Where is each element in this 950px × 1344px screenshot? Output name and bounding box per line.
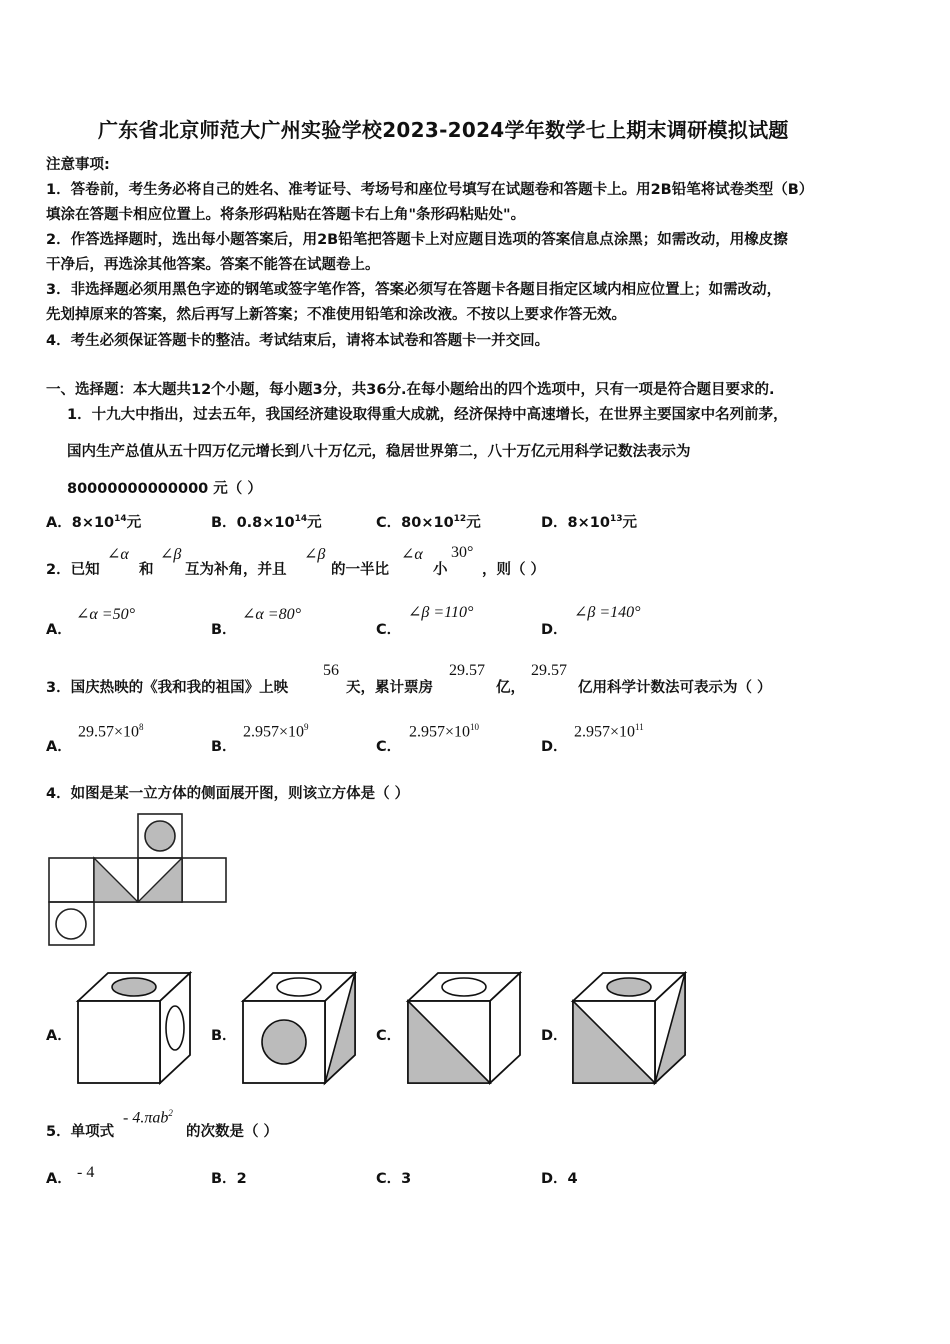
cube-net-figure xyxy=(48,814,228,946)
notice-line: 4．考生必须保证答题卡的整洁。考试结束后，请将本试卷和答题卡一并交回。 xyxy=(46,333,550,349)
q1-line2: 国内生产总值从五十四万亿元增长到八十万亿元，稳居世界第二，八十万亿元用科学记数法表示为 xyxy=(67,444,691,460)
q3-end: 亿用科学计数法可表示为（ ） xyxy=(578,680,772,696)
q5-monomial: - 4.πab$^2$ xyxy=(123,1108,173,1127)
q4-option-a-cube[interactable] xyxy=(76,971,194,1085)
q1-option-c[interactable]: C．$80\times 10^{12}$元 xyxy=(376,514,481,531)
q2-and: 和 xyxy=(139,562,154,578)
q3-option-c-label[interactable]: C． xyxy=(376,739,402,755)
q4-option-c-label[interactable]: C． xyxy=(376,1028,402,1044)
q3-amount2: 29.57 xyxy=(531,662,567,679)
q3-days: 56 xyxy=(323,662,339,679)
q1-option-d[interactable]: D．$8\times 10^{13}$元 xyxy=(541,514,637,531)
q2-mid: 互为补角，并且 xyxy=(185,562,287,578)
notice-line: 2．作答选择题时，选出每小题答案后，用2B铅笔把答题卡上对应题目选项的答案信息点涂黑；如需改动，用橡皮擦 xyxy=(46,232,788,248)
notice-line: 填涂在答题卡相应位置上。将条形码粘贴在答题卡右上角"条形码粘贴处"。 xyxy=(46,207,526,223)
q3-yi: 亿， xyxy=(496,680,525,696)
q2-option-a-label[interactable]: A． xyxy=(46,622,72,638)
q2-deg: 30° xyxy=(451,544,474,561)
q2-alpha: ∠α xyxy=(107,546,129,563)
q3-option-b-label[interactable]: B． xyxy=(211,739,237,755)
q2-alpha2: ∠α xyxy=(401,546,423,563)
q4-option-c-cube[interactable] xyxy=(406,971,524,1085)
q2-small: 小 xyxy=(433,562,448,578)
q5-option-a-label[interactable]: A． xyxy=(46,1171,72,1187)
q2-option-c-label[interactable]: C． xyxy=(376,622,402,638)
q3-option-a[interactable]: $29.57\times 10^8$ xyxy=(78,722,144,741)
section-heading: 一、选择题：本大题共12个小题，每小题3分，共36分.在每小题给出的四个选项中，只有一项是符合题目要求的. xyxy=(46,382,775,398)
q3-option-b[interactable]: $2.957\times 10^9$ xyxy=(243,722,309,741)
q3-mid: 天，累计票房 xyxy=(346,680,433,696)
notice-line: 1．答卷前，考生务必将自己的姓名、准考证号、考场号和座位号填写在试题卷和答题卡上。用2B铅笔将试卷类型（B） xyxy=(46,182,814,198)
q4-text: 4．如图是某一立方体的侧面展开图，则该立方体是（ ） xyxy=(46,786,410,802)
q3-amount: 29.57 xyxy=(449,662,485,679)
q2-option-c[interactable]: ∠β =110° xyxy=(408,604,474,621)
q2-option-b[interactable]: ∠α =80° xyxy=(242,606,301,623)
q3-option-c[interactable]: $2.957\times 10^{10}$ xyxy=(409,722,480,741)
q3-option-a-label[interactable]: A． xyxy=(46,739,72,755)
q2-beta2: ∠β xyxy=(304,546,326,563)
q1-line3: 80000000000000 元（ ） xyxy=(67,481,262,497)
q2-option-d[interactable]: ∠β =140° xyxy=(574,604,641,621)
q2-end: ，则（ ） xyxy=(482,562,546,578)
q4-option-b-label[interactable]: B． xyxy=(211,1028,237,1044)
notice-heading: 注意事项: xyxy=(46,157,110,173)
notice-line: 3．非选择题必须用黑色字迹的钢笔或签字笔作答，答案必须写在答题卡各题目指定区域内相应位置上；如需改动， xyxy=(46,282,782,298)
page-title: 广东省北京师范大广州实验学校2023-2024学年数学七上期末调研模拟试题 xyxy=(98,118,789,142)
notice-line: 先划掉原来的答案，然后再写上新答案；不准使用铅笔和涂改液。不按以上要求作答无效。 xyxy=(46,307,626,323)
q5-pre: 5．单项式 xyxy=(46,1124,115,1140)
q1-option-b[interactable]: B．$0.8\times 10^{14}$元 xyxy=(211,514,322,531)
q5-end: 的次数是（ ） xyxy=(186,1124,279,1140)
q4-option-b-cube[interactable] xyxy=(241,971,359,1085)
q5-option-d[interactable]: D．4 xyxy=(541,1171,578,1187)
q2-option-d-label[interactable]: D． xyxy=(541,622,568,638)
q3-option-d[interactable]: $2.957\times 10^{11}$ xyxy=(574,722,644,741)
q3-pre: 3．国庆热映的《我和我的祖国》上映 xyxy=(46,680,289,696)
q5-option-b[interactable]: B．2 xyxy=(211,1171,247,1187)
q1-option-a[interactable]: A．$8\times 10^{14}$元 xyxy=(46,514,142,531)
q4-option-a-label[interactable]: A． xyxy=(46,1028,72,1044)
q1-line1: 1．十九大中指出，过去五年，我国经济建设取得重大成就，经济保持中高速增长，在世界主要国家中名列前茅， xyxy=(67,407,788,423)
q5-option-a[interactable]: - 4 xyxy=(77,1164,95,1181)
q5-option-c[interactable]: C．3 xyxy=(376,1171,412,1187)
q2-mid2: 的一半比 xyxy=(331,562,389,578)
q4-option-d-cube[interactable] xyxy=(571,971,689,1085)
q2-option-a[interactable]: ∠α =50° xyxy=(76,606,135,623)
q2-option-b-label[interactable]: B． xyxy=(211,622,237,638)
q4-option-d-label[interactable]: D． xyxy=(541,1028,568,1044)
notice-line: 干净后，再选涂其他答案。答案不能答在试题卷上。 xyxy=(46,257,380,273)
q2-beta: ∠β xyxy=(160,546,182,563)
q3-option-d-label[interactable]: D． xyxy=(541,739,568,755)
q2-pre: 2．已知 xyxy=(46,562,100,578)
